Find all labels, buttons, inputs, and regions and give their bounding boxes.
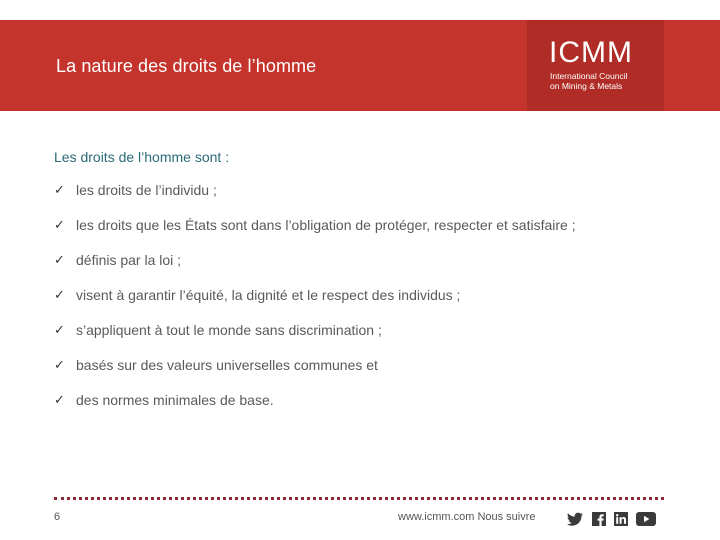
bullet-text: définis par la loi ; <box>76 252 182 268</box>
bullet-text: les droits que les États sont dans l’obligation de protéger, respecter et satisfaire ; <box>76 217 576 233</box>
checkmark-icon: ✓ <box>54 287 65 302</box>
list-item <box>54 286 576 321</box>
footer-website-link[interactable]: www.icmm.com Nous suivre <box>398 511 536 523</box>
bullet-text: basés sur des valeurs universelles communes et <box>76 357 378 373</box>
checkmark-icon: ✓ <box>54 252 65 267</box>
page-title: La nature des droits de l’homme <box>56 56 317 76</box>
youtube-icon[interactable] <box>636 512 656 526</box>
bullet-text: s’appliquent à tout le monde sans discrimination ; <box>76 322 382 338</box>
logo-wordmark: ICMM <box>549 36 633 69</box>
bullet-text: des normes minimales de base. <box>76 392 274 408</box>
checkmark-icon: ✓ <box>54 322 65 337</box>
list-item <box>54 216 576 251</box>
bullet-list <box>54 181 576 426</box>
icmm-logo <box>527 20 664 111</box>
list-item <box>54 251 576 286</box>
list-item <box>54 321 576 356</box>
checkmark-icon: ✓ <box>54 217 65 232</box>
list-item <box>54 181 576 216</box>
social-links <box>566 512 656 526</box>
intro-heading: Les droits de l’homme sont : <box>54 149 230 165</box>
twitter-icon[interactable] <box>566 512 584 526</box>
checkmark-icon: ✓ <box>54 182 65 197</box>
checkmark-icon: ✓ <box>54 392 65 407</box>
page-number: 6 <box>54 511 61 523</box>
footer-divider <box>54 497 664 500</box>
list-item <box>54 391 576 426</box>
checkmark-icon: ✓ <box>54 357 65 372</box>
bullet-text: visent à garantir l’équité, la dignité et le respect des individus ; <box>76 287 461 303</box>
logo-subtitle: International Council on Mining & Metals <box>550 71 628 91</box>
list-item <box>54 356 576 391</box>
bullet-text: les droits de l’individu ; <box>76 182 217 198</box>
linkedin-icon[interactable] <box>614 512 628 526</box>
facebook-icon[interactable] <box>592 512 606 526</box>
